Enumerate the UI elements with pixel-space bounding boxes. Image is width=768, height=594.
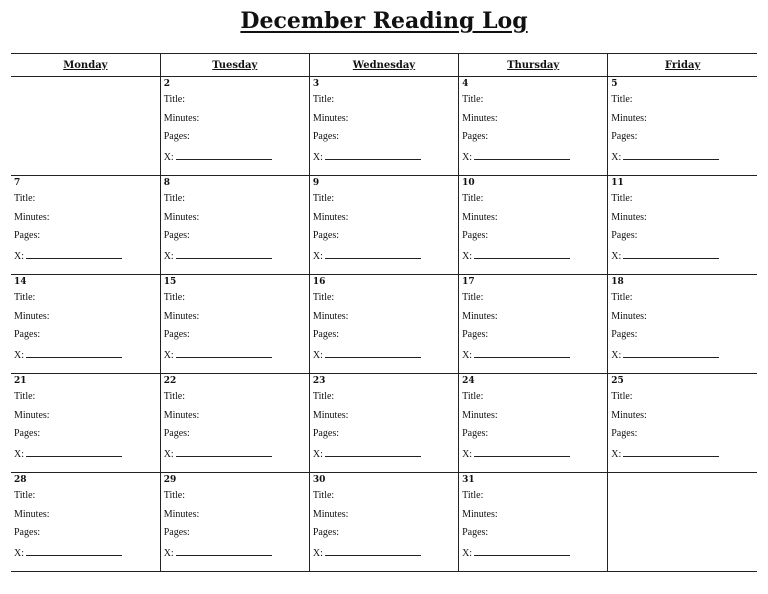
day-number: 5 <box>611 79 618 89</box>
header-monday <box>11 54 160 77</box>
signature-line[interactable] <box>164 147 309 168</box>
signature-blank[interactable] <box>26 345 122 358</box>
minutes-field-label[interactable]: Minutes: <box>163 508 200 520</box>
signature-label: X: <box>312 448 323 460</box>
signature-blank[interactable] <box>176 246 272 259</box>
day-cell <box>459 77 608 176</box>
pages-field-label[interactable]: Pages: <box>611 230 638 241</box>
day-cell <box>11 374 160 473</box>
title-field-label[interactable]: Title: <box>312 292 335 303</box>
signature-label: X: <box>14 547 24 559</box>
day-cell <box>309 473 458 572</box>
pages-field-label[interactable]: Pages: <box>312 527 339 538</box>
signature-blank[interactable] <box>623 246 719 259</box>
signature-line[interactable] <box>14 246 160 267</box>
day-number: 18 <box>611 277 624 287</box>
pages-field-label[interactable]: Pages: <box>14 428 41 439</box>
pages-field-label[interactable]: Pages: <box>462 131 489 142</box>
minutes-field-label[interactable]: Minutes: <box>611 211 647 223</box>
pages-field-label[interactable]: Pages: <box>312 131 339 142</box>
header-monday-label: Monday <box>63 59 108 71</box>
pages-field-label[interactable]: Pages: <box>14 527 41 538</box>
signature-label: X: <box>163 250 174 262</box>
signature-line[interactable] <box>313 147 458 168</box>
header-friday <box>608 54 757 77</box>
signature-label: X: <box>163 151 174 163</box>
pages-field-label[interactable]: Pages: <box>611 131 638 142</box>
signature-blank[interactable] <box>474 246 570 259</box>
day-number: 31 <box>462 475 475 485</box>
header-thursday <box>459 54 608 77</box>
title-field-label[interactable]: Title: <box>312 193 335 204</box>
day-cell <box>160 374 309 473</box>
day-cell <box>459 473 608 572</box>
title-field-label[interactable]: Title: <box>163 94 185 105</box>
minutes-field-label[interactable]: Minutes: <box>312 112 349 124</box>
day-number: 28 <box>14 475 27 485</box>
title-field-label[interactable]: Title: <box>611 292 633 303</box>
week-row <box>11 473 757 572</box>
day-number: 16 <box>312 277 326 287</box>
signature-label: X: <box>163 349 174 361</box>
day-cell <box>608 374 757 473</box>
signature-label: X: <box>611 151 622 163</box>
minutes-field-label[interactable]: Minutes: <box>312 310 349 322</box>
signature-label: X: <box>14 250 24 262</box>
minutes-field-label[interactable]: Minutes: <box>462 409 498 421</box>
minutes-field-label[interactable]: Minutes: <box>312 409 349 421</box>
pages-field-label[interactable]: Pages: <box>163 527 190 538</box>
pages-field-label[interactable]: Pages: <box>462 329 489 340</box>
signature-blank[interactable] <box>623 147 719 160</box>
signature-label: X: <box>462 151 473 163</box>
pages-field-label[interactable]: Pages: <box>462 527 489 538</box>
week-row <box>11 77 757 176</box>
day-cell <box>11 275 160 374</box>
signature-line[interactable] <box>611 147 757 168</box>
title-field-label[interactable]: Title: <box>611 94 633 105</box>
pages-field-label[interactable]: Pages: <box>611 428 638 439</box>
signature-blank[interactable] <box>474 147 570 160</box>
signature-line[interactable] <box>313 444 458 465</box>
signature-label: X: <box>462 448 473 460</box>
signature-label: X: <box>14 448 24 460</box>
signature-label: X: <box>14 349 24 361</box>
title-field-label[interactable]: Title: <box>163 490 185 501</box>
minutes-field-label[interactable]: Minutes: <box>312 508 349 520</box>
signature-blank[interactable] <box>26 246 122 259</box>
day-cell <box>608 275 757 374</box>
title-field-label[interactable]: Title: <box>14 292 36 303</box>
minutes-field-label[interactable]: Minutes: <box>462 112 498 124</box>
day-cell <box>11 176 160 275</box>
signature-blank[interactable] <box>176 444 272 457</box>
page-title <box>0 8 768 34</box>
signature-label: X: <box>611 448 622 460</box>
reading-log-calendar <box>11 53 757 572</box>
signature-line[interactable] <box>14 345 160 366</box>
signature-blank[interactable] <box>176 345 272 358</box>
pages-field-label[interactable]: Pages: <box>462 230 489 241</box>
day-number: 21 <box>14 376 27 386</box>
signature-line[interactable] <box>462 444 607 465</box>
title-field-label[interactable]: Title: <box>163 193 185 204</box>
pages-field-label[interactable]: Pages: <box>312 230 339 241</box>
header-tuesday <box>160 54 309 77</box>
signature-line[interactable] <box>164 444 309 465</box>
day-number: 10 <box>462 178 475 188</box>
week-row <box>11 374 757 473</box>
day-cell <box>608 77 757 176</box>
day-number: 22 <box>163 376 177 386</box>
header-friday-label: Friday <box>664 59 701 71</box>
signature-blank[interactable] <box>176 147 272 160</box>
minutes-field-label[interactable]: Minutes: <box>163 409 200 421</box>
minutes-field-label[interactable]: Minutes: <box>611 310 647 322</box>
day-number: 24 <box>462 376 475 386</box>
title-field-label[interactable]: Title: <box>462 193 484 204</box>
calendar-body <box>11 77 757 572</box>
minutes-field-label[interactable]: Minutes: <box>14 310 50 322</box>
title-field-label[interactable]: Title: <box>312 94 335 105</box>
signature-line[interactable] <box>462 147 607 168</box>
empty-day-cell <box>11 77 160 176</box>
signature-line[interactable] <box>164 246 309 267</box>
day-cell <box>309 77 458 176</box>
signature-label: X: <box>312 250 323 262</box>
signature-line[interactable] <box>313 345 458 366</box>
signature-label: X: <box>312 547 323 559</box>
signature-label: X: <box>462 349 473 361</box>
title-field-label[interactable]: Title: <box>462 391 484 402</box>
pages-field-label[interactable]: Pages: <box>14 230 41 241</box>
day-cell <box>309 275 458 374</box>
day-number: 3 <box>312 79 320 89</box>
title-field-label[interactable]: Title: <box>312 391 335 402</box>
title-field-label[interactable]: Title: <box>14 490 36 501</box>
signature-blank[interactable] <box>474 444 570 457</box>
day-cell <box>11 473 160 572</box>
day-number: 11 <box>611 178 624 188</box>
day-cell <box>160 176 309 275</box>
pages-field-label[interactable]: Pages: <box>163 329 190 340</box>
signature-line[interactable] <box>164 543 309 564</box>
signature-blank[interactable] <box>623 345 719 358</box>
signature-label: X: <box>312 349 323 361</box>
title-field-label[interactable]: Title: <box>14 391 36 402</box>
signature-line[interactable] <box>164 345 309 366</box>
minutes-field-label[interactable]: Minutes: <box>14 409 50 421</box>
day-number: 14 <box>14 277 27 287</box>
signature-blank[interactable] <box>325 345 421 358</box>
signature-line[interactable] <box>462 246 607 267</box>
signature-label: X: <box>312 151 323 163</box>
day-cell <box>160 473 309 572</box>
signature-blank[interactable] <box>623 444 719 457</box>
signature-blank[interactable] <box>325 444 421 457</box>
title-field-label[interactable]: Title: <box>462 490 484 501</box>
day-number: 7 <box>14 178 21 188</box>
signature-line[interactable] <box>313 543 458 564</box>
signature-line[interactable] <box>14 444 160 465</box>
minutes-field-label[interactable]: Minutes: <box>14 211 50 223</box>
day-cell <box>459 275 608 374</box>
minutes-field-label[interactable]: Minutes: <box>163 211 200 223</box>
minutes-field-label[interactable]: Minutes: <box>312 211 349 223</box>
pages-field-label[interactable]: Pages: <box>312 329 339 340</box>
signature-label: X: <box>611 250 622 262</box>
day-cell <box>309 176 458 275</box>
minutes-field-label[interactable]: Minutes: <box>611 409 647 421</box>
weekday-header-row <box>11 54 757 77</box>
header-tuesday-label: Tuesday <box>212 59 258 71</box>
signature-line[interactable] <box>313 246 458 267</box>
day-number: 25 <box>611 376 624 386</box>
minutes-field-label[interactable]: Minutes: <box>462 310 498 322</box>
page-title-text: December Reading Log <box>240 8 528 34</box>
header-wednesday-label: Wednesday <box>352 59 416 71</box>
header-wednesday <box>309 54 458 77</box>
title-field-label[interactable]: Title: <box>611 391 633 402</box>
minutes-field-label[interactable]: Minutes: <box>611 112 647 124</box>
week-row <box>11 176 757 275</box>
day-number: 2 <box>163 79 170 89</box>
signature-blank[interactable] <box>26 444 122 457</box>
title-field-label[interactable]: Title: <box>312 490 335 501</box>
pages-field-label[interactable]: Pages: <box>312 428 339 439</box>
title-field-label[interactable]: Title: <box>462 292 484 303</box>
day-number: 29 <box>163 475 177 485</box>
signature-line[interactable] <box>611 246 757 267</box>
minutes-field-label[interactable]: Minutes: <box>163 112 200 124</box>
minutes-field-label[interactable]: Minutes: <box>163 310 200 322</box>
signature-blank[interactable] <box>325 246 421 259</box>
title-field-label[interactable]: Title: <box>163 391 185 402</box>
signature-blank[interactable] <box>325 543 421 556</box>
week-row <box>11 275 757 374</box>
signature-line[interactable] <box>14 543 160 564</box>
signature-label: X: <box>163 448 174 460</box>
minutes-field-label[interactable]: Minutes: <box>14 508 50 520</box>
day-number: 8 <box>163 178 170 188</box>
signature-label: X: <box>462 547 473 559</box>
minutes-field-label[interactable]: Minutes: <box>462 211 498 223</box>
pages-field-label[interactable]: Pages: <box>14 329 41 340</box>
title-field-label[interactable]: Title: <box>14 193 36 204</box>
day-cell <box>309 374 458 473</box>
signature-line[interactable] <box>611 345 757 366</box>
pages-field-label[interactable]: Pages: <box>163 230 190 241</box>
day-number: 4 <box>462 79 469 89</box>
day-cell <box>459 176 608 275</box>
signature-blank[interactable] <box>325 147 421 160</box>
title-field-label[interactable]: Title: <box>611 193 633 204</box>
day-cell <box>459 374 608 473</box>
signature-blank[interactable] <box>474 345 570 358</box>
day-number: 30 <box>312 475 326 485</box>
pages-field-label[interactable]: Pages: <box>462 428 489 439</box>
empty-day-cell <box>608 473 757 572</box>
signature-blank[interactable] <box>474 543 570 556</box>
minutes-field-label[interactable]: Minutes: <box>462 508 498 520</box>
header-thursday-label: Thursday <box>507 59 560 71</box>
pages-field-label[interactable]: Pages: <box>163 428 190 439</box>
title-field-label[interactable]: Title: <box>163 292 185 303</box>
signature-label: X: <box>462 250 473 262</box>
signature-blank[interactable] <box>26 543 122 556</box>
signature-line[interactable] <box>462 345 607 366</box>
pages-field-label[interactable]: Pages: <box>163 131 190 142</box>
day-number: 9 <box>312 178 320 188</box>
signature-blank[interactable] <box>176 543 272 556</box>
title-field-label[interactable]: Title: <box>462 94 484 105</box>
signature-line[interactable] <box>611 444 757 465</box>
day-number: 15 <box>163 277 177 287</box>
signature-line[interactable] <box>462 543 607 564</box>
pages-field-label[interactable]: Pages: <box>611 329 638 340</box>
day-cell <box>160 275 309 374</box>
day-cell <box>608 176 757 275</box>
signature-label: X: <box>611 349 622 361</box>
signature-label: X: <box>163 547 174 559</box>
day-number: 23 <box>312 376 326 386</box>
day-number: 17 <box>462 277 475 287</box>
day-cell <box>160 77 309 176</box>
